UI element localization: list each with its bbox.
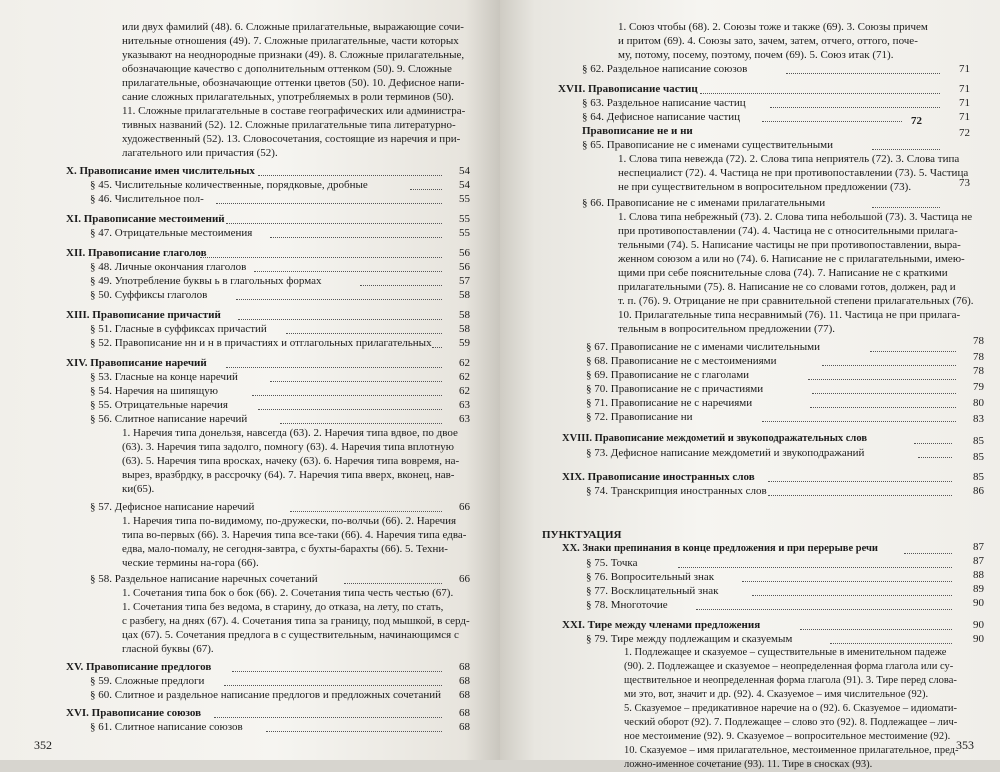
leader-dots xyxy=(786,72,940,74)
chapter-heading: XIX. Правописание иностранных слов xyxy=(562,471,755,483)
text-line: ложно-именное сочетание (93). 11. Тире в сносках (93). xyxy=(624,759,873,770)
leader-dots xyxy=(216,202,442,204)
text-line: 1. Союз чтобы (68). 2. Союзы тоже и также (69). 3. Союзы причем xyxy=(618,21,928,33)
section-entry: § 47. Отрицательные местоимения xyxy=(90,227,253,239)
page-number: 87 xyxy=(973,555,984,567)
page-number: 66 xyxy=(459,501,470,513)
page-number: 86 xyxy=(973,485,984,497)
text-line: нительные отношения (49). 7. Сложные прилагательные, части которых xyxy=(122,35,459,47)
text-line: ществительное и неопределенная форма глагола (91). 3. Тире перед слова- xyxy=(624,675,957,686)
page-folio: 353 xyxy=(956,738,974,752)
leader-dots xyxy=(762,120,902,122)
page-number: 62 xyxy=(459,371,470,383)
section-entry: § 72. Правописание ни xyxy=(586,411,693,423)
left-page xyxy=(0,0,500,760)
text-line: (63). 3. Наречия типа задолго, помногу (63). 4. Наречия типа вплотную xyxy=(122,441,454,453)
text-line: и притом (69). 4. Союзы зато, зачем, затем, отчего, оттого, поче- xyxy=(618,35,918,47)
section-entry: § 71. Правописание не с наречиями xyxy=(586,397,753,409)
leader-dots xyxy=(270,236,442,238)
page-number: 55 xyxy=(459,213,470,225)
text-line: прилагательными (75). 8. Написание не со словами готов, должен, рад и xyxy=(618,281,956,293)
leader-dots xyxy=(344,582,442,584)
page-number: 78 xyxy=(973,351,984,363)
page-number: 55 xyxy=(459,227,470,239)
text-line: 1. Наречия типа по-видимому, по-дружески, по-волчьи (66). 2. Наречия xyxy=(122,515,457,527)
leader-dots xyxy=(286,332,442,334)
page-number: 80 xyxy=(973,397,984,409)
chapter-heading: XVIII. Правописание междометий и звукоподражательных слов xyxy=(562,433,867,444)
leader-dots xyxy=(812,392,956,394)
page-number: 58 xyxy=(459,289,470,301)
section-entry: § 53. Гласные на конце наречий xyxy=(90,371,238,383)
leader-dots xyxy=(800,628,952,630)
chapter-heading: XXI. Тире между членами предложения xyxy=(562,619,761,631)
text-line: типа во-первых (66). 3. Наречия типа все-таки (66). 4. Наречия типа едва- xyxy=(122,529,467,541)
page-folio: 352 xyxy=(34,738,52,752)
page-number: 83 xyxy=(973,413,984,425)
section-entry: § 59. Сложные предлоги xyxy=(90,675,205,687)
text-line: 10. Прилагательные типа несравнимый (76). 11. Частица не при прилага- xyxy=(618,309,961,321)
section-entry: § 52. Правописание нн и н в причастиях и отглагольных прилагательных xyxy=(90,337,432,349)
page-number: 54 xyxy=(459,165,470,177)
page-number: 71 xyxy=(959,83,970,95)
page-number: 63 xyxy=(459,413,470,425)
text-line: щими при себе пояснительные слова (74). 7. Написание не с краткими xyxy=(618,267,948,279)
page-number: 88 xyxy=(973,569,984,581)
text-line: 1. Слова типа невежда (72). 2. Слова типа неприятель (72). 3. Слова типа xyxy=(618,153,960,165)
section-entry: § 54. Наречия на шипящую xyxy=(90,385,218,397)
text-line: указывают на неоднородные признаки (49). 8. Сложные прилагательные, xyxy=(122,49,465,61)
chapter-heading: XII. Правописание глаголов xyxy=(66,247,207,259)
leader-dots xyxy=(270,380,442,382)
page-number: 79 xyxy=(973,381,984,393)
section-entry: § 51. Гласные в суффиксах причастий xyxy=(90,323,267,335)
section-entry: § 50. Суффиксы глаголов xyxy=(90,289,208,301)
text-line: художественный (52). 13. Словосочетания, состоящие из наречия и при- xyxy=(122,133,461,145)
page-number: 59 xyxy=(459,337,470,349)
page-number: 55 xyxy=(459,193,470,205)
section-entry: § 75. Точка xyxy=(586,557,638,569)
leader-dots xyxy=(224,684,442,686)
leader-dots xyxy=(232,670,442,672)
section-entry: § 64. Дефисное написание частиц xyxy=(582,111,741,123)
leader-dots xyxy=(770,106,940,108)
text-line: 11. Сложные прилагательные в составе географических или админиcтра- xyxy=(122,105,466,117)
leader-dots xyxy=(762,420,956,422)
leader-dots xyxy=(432,346,442,348)
section-entry: § 48. Личные окончания глаголов xyxy=(90,261,247,273)
section-entry: § 73. Дефисное написание междометий и звукоподражаний xyxy=(586,447,865,459)
page-number: 89 xyxy=(973,583,984,595)
leader-dots xyxy=(226,366,442,368)
page-number: 68 xyxy=(459,661,470,673)
text-line: тивных названий (52). 12. Сложные прилагательные типа литературно- xyxy=(122,119,456,131)
text-line: 1. Сочетания типа без ведома, в старину, до отказа, на лету, по стать, xyxy=(122,601,444,613)
section-entry: § 74. Транскрипция иностранных слов xyxy=(586,485,767,497)
page-number: 87 xyxy=(973,541,984,553)
leader-dots xyxy=(258,174,442,176)
page-number: 62 xyxy=(459,357,470,369)
text-line: 5. Сказуемое – предикативное наречие на о (92). 6. Сказуемое – идиомати- xyxy=(624,703,958,714)
leader-dots xyxy=(266,730,442,732)
text-line: неспециалист (72). 4. Частица не при противопоставлении (73). 5. Частица xyxy=(618,167,969,179)
leader-dots xyxy=(214,716,442,718)
leader-dots xyxy=(830,642,952,644)
leader-dots xyxy=(872,206,940,208)
leader-dots xyxy=(822,364,956,366)
leader-dots xyxy=(258,408,442,410)
text-line: цах (67). 5. Сочетания предлога в с существительным, начинающимся с xyxy=(122,629,459,641)
text-line: тельными (74). 5. Написание частицы не при противопоставлении, выра- xyxy=(618,239,961,251)
text-line: прилагательные, обозначающие оттенки цветов (50). 10. Дефисное напи- xyxy=(122,77,465,89)
text-line: (63). 5. Наречия типа вросках, начеку (63). 6. Наречия типа вовремя, на- xyxy=(122,455,460,467)
section-entry: § 77. Восклицательный знак xyxy=(586,585,719,597)
leader-dots xyxy=(410,188,442,190)
page-number: 71 xyxy=(959,111,970,123)
text-line: (90). 2. Подлежащее и сказуемое – неопределенная форма глагола или су- xyxy=(624,661,954,672)
section-entry: § 63. Раздельное написание частиц xyxy=(582,97,746,109)
page-number: 73 xyxy=(959,177,970,189)
chapter-heading: XX. Знаки препинания в конце предложения и при перерыве речи xyxy=(562,543,878,554)
leader-dots xyxy=(700,92,940,94)
page-number: 71 xyxy=(959,63,970,75)
subchapter-heading: Правописание не и ни xyxy=(582,125,693,137)
section-entry: § 55. Отрицательные наречия xyxy=(90,399,228,411)
leader-dots xyxy=(918,456,952,458)
right-page xyxy=(500,0,1000,770)
section-entry: § 66. Правописание не с именами прилагательными xyxy=(582,197,826,209)
section-entry: § 56. Слитное написание наречий xyxy=(90,413,248,425)
leader-dots xyxy=(808,378,956,380)
leader-dots xyxy=(742,580,952,582)
leader-dots xyxy=(810,406,956,408)
chapter-heading: XV. Правописание предлогов xyxy=(66,661,212,673)
leader-dots xyxy=(254,270,442,272)
section-entry: § 46. Числительное пол- xyxy=(90,193,204,205)
text-line: му, потому, посему, поэтому, почем (69). 5. Союз итак (71). xyxy=(618,49,894,61)
chapter-heading: XIV. Правописание наречий xyxy=(66,357,207,369)
chapter-heading: XVI. Правописание союзов xyxy=(66,707,202,719)
page-number: 56 xyxy=(459,247,470,259)
text-line: гласной буквы (67). xyxy=(122,643,214,655)
text-line: или двух фамилий (48). 6. Сложные прилагательные, выражающие сочи- xyxy=(122,21,464,33)
section-entry: § 68. Правописание не с местоимениями xyxy=(586,355,777,367)
leader-dots xyxy=(678,566,952,568)
section-entry: § 76. Вопросительный знак xyxy=(586,571,715,583)
page-number: 66 xyxy=(459,573,470,585)
page-number: 85 xyxy=(973,471,984,483)
text-line: 10. Сказуемое – имя прилагательное, местоименное прилагательное, пред- xyxy=(624,745,959,756)
text-line: т. п. (76). 9. Отрицание не при сравнительной степени прилагательных (76). xyxy=(618,295,974,307)
leader-dots xyxy=(226,222,442,224)
text-line: ческий оборот (92). 7. Подлежащее – слово это (92). 8. Подлежащее – лич- xyxy=(624,717,958,728)
text-line: вырез, вразбрдку, в рассрочку (64). 7. Наречия типа вверх, вконец, нав- xyxy=(122,469,455,481)
page-number: 68 xyxy=(459,721,470,733)
text-line: с разбегу, на днях (67). 4. Сочетания типа за границу, под мышкой, в серд- xyxy=(122,615,470,627)
leader-dots xyxy=(200,256,442,258)
page-number: 71 xyxy=(959,97,970,109)
page-number: 90 xyxy=(973,633,984,645)
section-entry: § 58. Раздельное написание наречных сочетаний xyxy=(90,573,318,585)
page-number: 62 xyxy=(459,385,470,397)
text-line: 1. Слова типа небрежный (73). 2. Слова типа небольшой (73). 3. Частица не xyxy=(618,211,973,223)
section-entry: § 45. Числительные количественные, порядковые, дробные xyxy=(90,179,368,191)
page-number: 90 xyxy=(973,619,984,631)
part-heading: ПУНКТУАЦИЯ xyxy=(542,529,622,541)
chapter-heading: XVII. Правописание частиц xyxy=(558,83,698,95)
text-line: ки(65). xyxy=(122,483,155,495)
text-line: 1. Сочетания типа бок о бок (66). 2. Сочетания типа честь честью (67). xyxy=(122,587,454,599)
page-number: 68 xyxy=(459,707,470,719)
section-entry: § 57. Дефисное написание наречий xyxy=(90,501,255,513)
chapter-heading: X. Правописание имен числительных xyxy=(66,165,255,177)
text-line: ческие термины на-гора (66). xyxy=(122,557,259,569)
page-number: 78 xyxy=(973,365,984,377)
text-line: женном союзом а или но (74). 6. Написание не с прилагательными, имею- xyxy=(618,253,965,265)
text-line: 1. Наречия типа донельзя, навсегда (63). 2. Наречия типа вдвое, по двое xyxy=(122,427,458,439)
section-entry: § 78. Многоточие xyxy=(586,599,668,611)
page-number: 85 xyxy=(973,435,984,447)
section-entry: § 69. Правописание не с глаголами xyxy=(586,369,750,381)
leader-dots xyxy=(768,494,952,496)
leader-dots xyxy=(238,318,442,320)
text-line: едва, мало-помалу, не сегодня-завтра, с бухты-барахты (66). 5. Техни- xyxy=(122,543,448,555)
leader-dots xyxy=(752,594,952,596)
page-number: 72 xyxy=(959,127,970,139)
page-number: 85 xyxy=(973,451,984,463)
leader-dots xyxy=(870,350,956,352)
text-line: тельным в вопросительном предложении (77). xyxy=(618,323,836,335)
chapter-heading: XI. Правописание местоимений xyxy=(66,213,225,225)
leader-dots xyxy=(252,394,442,396)
section-entry: § 67. Правописание не с именами числительными xyxy=(586,341,821,353)
page-number: 63 xyxy=(459,399,470,411)
page-number: 58 xyxy=(459,323,470,335)
text-line: не при существительном в вопросительном предложении (73). xyxy=(618,181,912,193)
text-line: ми это, вот, значит и др. (92). 4. Сказуемое – имя числительное (92). xyxy=(624,689,929,700)
page-number: 72 xyxy=(911,115,922,127)
text-line: обозначающие качество с дополнительным оттенком (50). 9. Сложные xyxy=(122,63,452,75)
text-line: ное местоимение (92). 9. Сказуемое – вопросительное местоимение (92). xyxy=(624,731,951,742)
page-number: 68 xyxy=(459,675,470,687)
leader-dots xyxy=(914,442,952,444)
leader-dots xyxy=(872,148,940,150)
text-line: 1. Подлежащее и сказуемое – существительные в именительном падеже xyxy=(624,647,947,658)
chapter-heading: XIII. Правописание причастий xyxy=(66,309,221,321)
leader-dots xyxy=(768,480,952,482)
section-entry: § 60. Слитное и раздельное написание предлогов и предложных сочетаний xyxy=(90,689,442,701)
section-entry: § 79. Тире между подлежащим и сказуемым xyxy=(586,633,793,645)
page-number: 58 xyxy=(459,309,470,321)
page-number: 54 xyxy=(459,179,470,191)
section-entry: § 62. Раздельное написание союзов xyxy=(582,63,748,75)
leader-dots xyxy=(290,510,442,512)
leader-dots xyxy=(236,298,442,300)
page-number: 78 xyxy=(973,335,984,347)
page-number: 56 xyxy=(459,261,470,273)
page-number: 90 xyxy=(973,597,984,609)
leader-dots xyxy=(360,284,442,286)
leader-dots xyxy=(696,608,952,610)
text-line: лагательного или причастия (52). xyxy=(122,147,278,159)
text-line: при противопоставлении (74). 4. Частица не с относительными прилага- xyxy=(618,225,958,237)
section-entry: § 61. Слитное написание союзов xyxy=(90,721,243,733)
text-line: сание сложных прилагательных, употребляемых в роли терминов (50). xyxy=(122,91,454,103)
section-entry: § 70. Правописание не с причастиями xyxy=(586,383,764,395)
section-entry: § 49. Употребление буквы ь в глагольных формах xyxy=(90,275,322,287)
leader-dots xyxy=(280,422,442,424)
leader-dots xyxy=(904,552,952,554)
section-entry: § 65. Правописание не с именами существительными xyxy=(582,139,833,151)
page-number: 68 xyxy=(459,689,470,701)
page-number: 57 xyxy=(459,275,470,287)
